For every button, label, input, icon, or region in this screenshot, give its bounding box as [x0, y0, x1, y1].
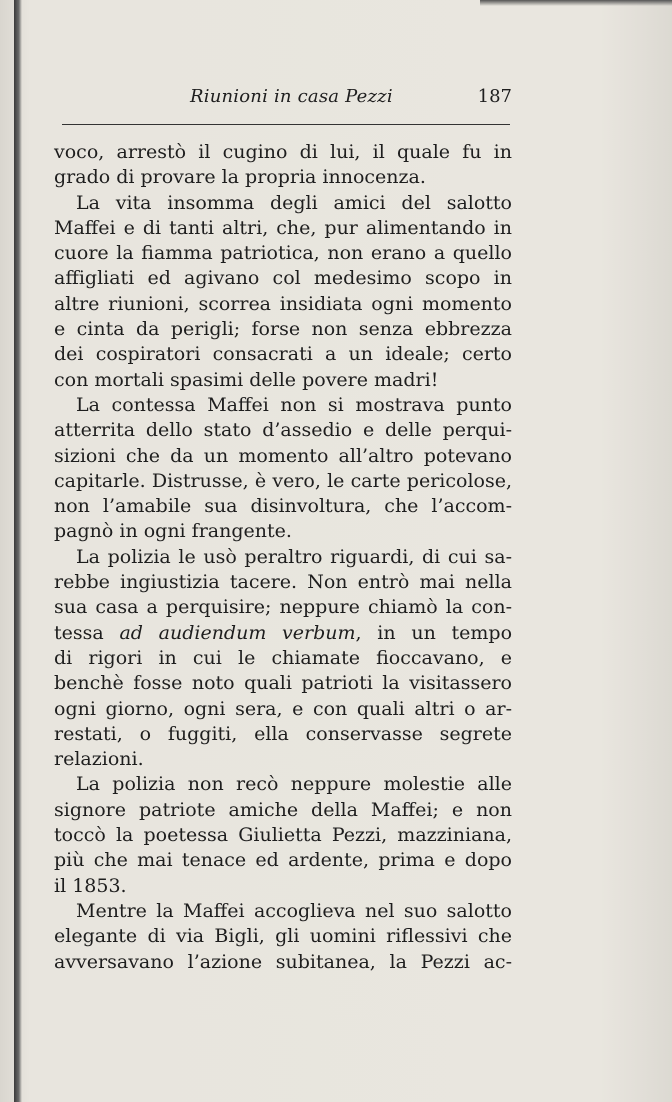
running-title: Riunioni in casa Pezzi: [190, 86, 393, 107]
text-line: cuore la fiamma patriotica, non erano a quello: [54, 242, 512, 265]
text-line: ogni giorno, ogni sera, e con quali altri o ar-: [54, 697, 512, 720]
text-line: capitarle. Distrusse, è vero, le carte pericolose,: [54, 469, 512, 492]
page-top-shadow: [480, 0, 672, 6]
text-line: restati, o fuggiti, ella conservasse segrete: [54, 722, 512, 745]
text-line: avversavano l’azione subitanea, la Pezzi ac-: [54, 950, 512, 973]
text-line: altre riunioni, scorrea insidiata ogni momento: [54, 292, 512, 315]
text-line: La vita insomma degli amici del salotto: [76, 191, 512, 214]
text-line: La contessa Maffei non si mostrava punto: [76, 393, 512, 416]
text-line: pagnò in ogni frangente.: [54, 520, 292, 543]
text-line-part: , in un tempo: [355, 621, 513, 644]
text-line: [54, 621, 512, 646]
text-line: toccò la poetessa Giulietta Pezzi, mazziniana,: [54, 824, 512, 847]
body-text: [54, 140, 512, 975]
text-line: voco, arrestò il cugino di lui, il quale fu in: [54, 141, 512, 163]
text-line: non l’amabile sua disinvoltura, che l’accom-: [54, 495, 512, 518]
text-line: il 1853.: [54, 874, 127, 897]
text-line: signore patriote amiche della Maffei; e non: [54, 798, 512, 821]
text-line: grado di provare la propria innocenza.: [54, 166, 426, 189]
text-line: sizioni che da un momento all’altro potevano: [54, 444, 512, 467]
text-line: rebbe ingiustizia tacere. Non entrò mai nella: [54, 571, 512, 594]
text-line: elegante di via Bigli, gli uomini riflessivi che: [54, 925, 512, 948]
page-header: [52, 86, 512, 114]
header-rule: [62, 124, 510, 125]
text-line: con mortali spasimi delle povere madri!: [54, 368, 439, 391]
text-line: Maffei e di tanti altri, che, pur alimentando in: [54, 216, 512, 239]
text-line: La polizia non recò neppure molestie alle: [76, 773, 512, 796]
text-line: sua casa a perquisire; neppure chiamò la con-: [54, 596, 512, 619]
text-line: benchè fosse noto quali patrioti la visitassero: [54, 672, 512, 695]
text-line: e cinta da perigli; forse non senza ebbrezza: [54, 318, 512, 341]
page-binding-edge: [14, 0, 22, 1102]
page-number: 187: [477, 86, 512, 107]
text-line: atterrita dello stato d’assedio e delle perqui-: [54, 419, 512, 442]
text-line: dei cospiratori consacrati a un ideale; certo: [54, 343, 512, 366]
italic-phrase: ad audiendum verbum: [119, 621, 356, 644]
text-line: Mentre la Maffei accoglieva nel suo salotto: [76, 899, 512, 922]
text-line: affigliati ed agivano col medesimo scopo in: [54, 267, 512, 290]
text-line: relazioni.: [54, 748, 144, 771]
text-line: La polizia le usò peraltro riguardi, di cui sa-: [76, 545, 512, 568]
text-line: più che mai tenace ed ardente, prima e dopo: [54, 849, 512, 872]
text-line: di rigori in cui le chiamate fioccavano, e: [54, 646, 512, 669]
text-line-part: tessa: [54, 621, 120, 644]
